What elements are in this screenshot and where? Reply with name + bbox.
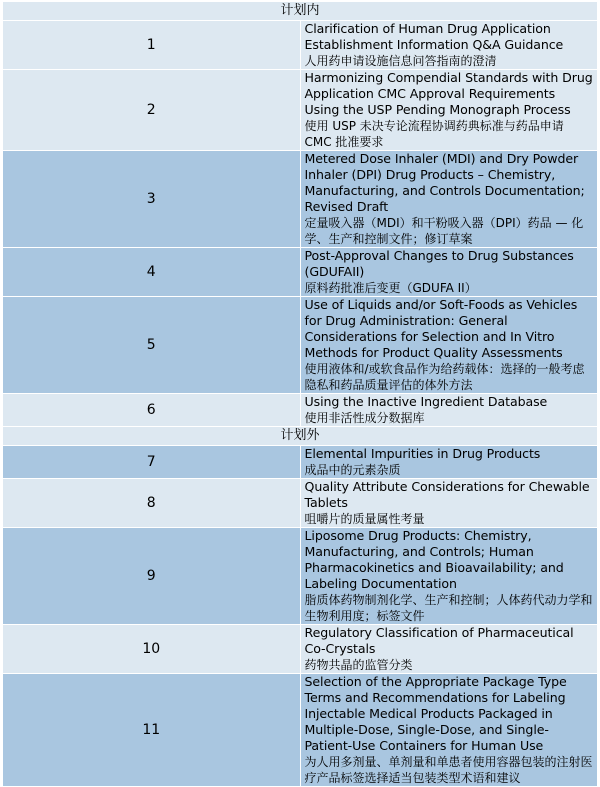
table-row <box>3 446 598 479</box>
row-title-en: Harmonizing Compendial Standards with Drug Application CMC Approval Requirements Using the USP Pending Monograph Process <box>304 70 593 117</box>
guidance-table <box>2 1 598 787</box>
row-title-en: Elemental Impurities in Drug Products <box>304 446 541 461</box>
row-number: 2 <box>3 70 301 151</box>
row-number: 6 <box>3 394 301 427</box>
row-content <box>300 528 598 625</box>
row-content <box>300 151 598 248</box>
table-row <box>3 21 598 70</box>
row-title-zh: 成品中的元素杂质 <box>304 463 401 477</box>
row-title-en: Use of Liquids and/or Soft-Foods as Vehicles for Drug Administration: General Considerations for Selection and In Vitro Methods for Product Quality Assessments <box>304 297 578 360</box>
row-title-en: Post-Approval Changes to Drug Substances (GDUFAII) <box>304 248 574 279</box>
row-title-zh: 药物共晶的监管分类 <box>304 658 413 672</box>
row-title-en: Liposome Drug Products: Chemistry, Manufacturing, and Controls; Human Pharmacokinetics and Bioavailability; and Labeling Documentation <box>304 528 564 591</box>
row-number: 4 <box>3 248 301 297</box>
table-row <box>3 625 598 674</box>
row-number: 3 <box>3 151 301 248</box>
table-row <box>3 151 598 248</box>
row-title-zh: 定量吸入器（MDI）和干粉吸入器（DPI）药品 — 化学、生产和控制文件；修订草案 <box>304 216 584 246</box>
table-row <box>3 248 598 297</box>
row-title-en: Quality Attribute Considerations for Chewable Tablets <box>304 479 590 510</box>
row-title-en: Selection of the Appropriate Package Type Terms and Recommendations for Labeling Injectable Medical Products Packaged in Multiple-Dose, Single-Dose, and Single-Patient-Use Containers for Human Use <box>304 674 567 753</box>
row-title-en: Regulatory Classification of Pharmaceutical Co-Crystals <box>304 625 574 656</box>
row-content <box>300 674 598 787</box>
row-title-zh: 咀嚼片的质量属性考量 <box>304 512 425 526</box>
table-row <box>3 479 598 528</box>
table-row <box>3 528 598 625</box>
row-title-zh: 脂质体药物制剂化学、生产和控制；人体药代动力学和生物利用度；标签文件 <box>304 593 593 623</box>
section-title: 计划内 <box>3 2 598 21</box>
row-title-zh: 使用 USP 未决专论流程协调药典标准与药品申请 CMC 批准要求 <box>304 119 564 149</box>
section-header-unplanned <box>3 427 598 446</box>
table-row <box>3 70 598 151</box>
table-row <box>3 394 598 427</box>
section-header-planned <box>3 2 598 21</box>
row-content <box>300 297 598 394</box>
row-content <box>300 21 598 70</box>
row-content <box>300 625 598 674</box>
row-number: 1 <box>3 21 301 70</box>
row-content <box>300 479 598 528</box>
row-title-zh: 为人用多剂量、单剂量和单患者使用容器包装的注射医疗产品标签选择适当包装类型术语和建议 <box>304 755 593 785</box>
row-content <box>300 70 598 151</box>
row-number: 7 <box>3 446 301 479</box>
row-content <box>300 248 598 297</box>
row-title-en: Metered Dose Inhaler (MDI) and Dry Powder Inhaler (DPI) Drug Products – Chemistry, Manufacturing, and Controls Documentation; Revised Draft <box>304 151 585 214</box>
row-number: 11 <box>3 674 301 787</box>
row-title-en: Clarification of Human Drug Application Establishment Information Q&A Guidance <box>304 21 564 52</box>
section-title: 计划外 <box>3 427 598 446</box>
row-number: 5 <box>3 297 301 394</box>
row-content <box>300 394 598 427</box>
row-title-en: Using the Inactive Ingredient Database <box>304 394 548 409</box>
table-row <box>3 674 598 787</box>
row-title-zh: 使用液体和/或软食品作为给药载体：选择的一般考虑隐私和药品质量评估的体外方法 <box>304 362 585 392</box>
row-number: 8 <box>3 479 301 528</box>
row-title-zh: 使用非活性成分数据库 <box>304 411 425 425</box>
row-number: 9 <box>3 528 301 625</box>
row-number: 10 <box>3 625 301 674</box>
row-content <box>300 446 598 479</box>
table-row <box>3 297 598 394</box>
row-title-zh: 人用药申请设施信息问答指南的澄清 <box>304 54 497 68</box>
row-title-zh: 原料药批准后变更（GDUFA II） <box>304 281 477 295</box>
